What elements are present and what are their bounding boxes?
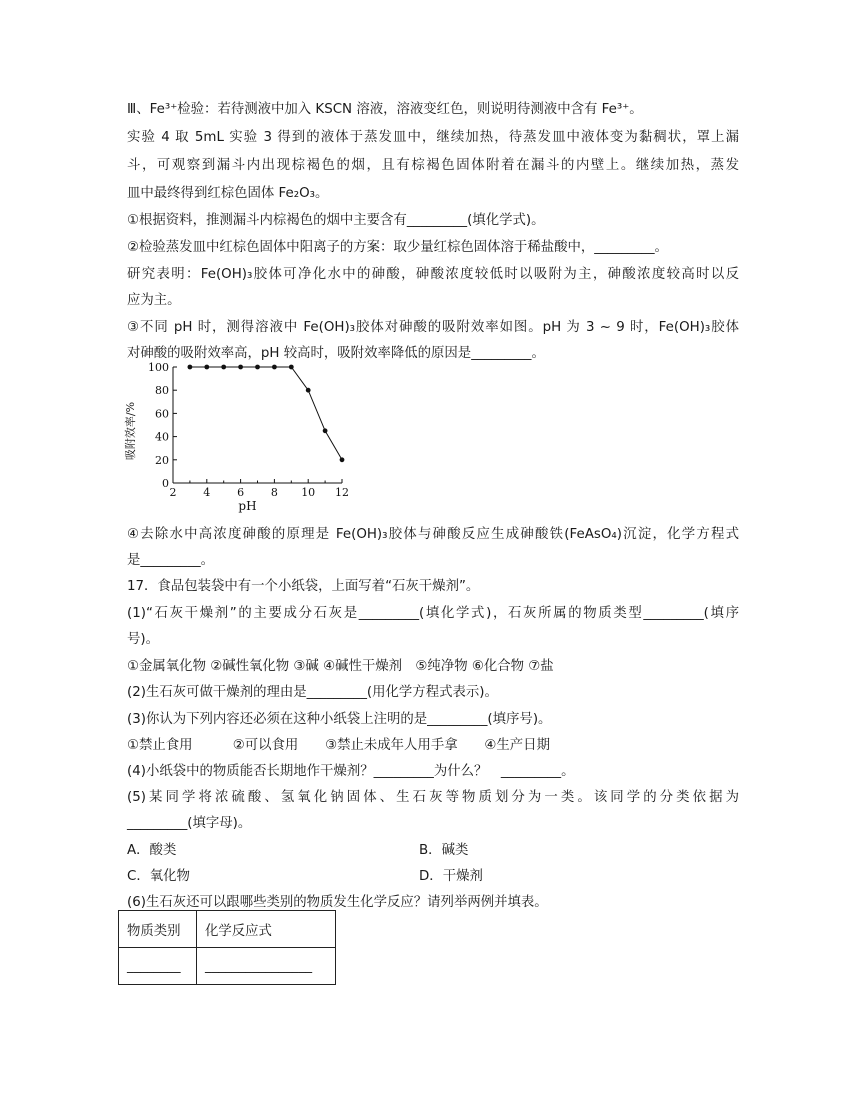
series-line xyxy=(190,367,342,460)
text-line-research-b: 应为主。 xyxy=(127,293,181,308)
answer-table xyxy=(118,910,336,985)
text-line-exp4-b: 斗，可观察到漏斗内出现棕褐色的烟，且有棕褐色固体附着在漏斗的内壁上。继续加热，蒸发 xyxy=(127,158,739,173)
x-tick-label: 4 xyxy=(203,486,211,499)
x-tick-label: 10 xyxy=(301,486,316,499)
question-17-2: (2)生石灰可做干燥剂的理由是_________(用化学方程式表示)。 xyxy=(127,685,498,700)
data-point xyxy=(272,365,277,370)
question-17-1-options: ①金属氧化物 ②碱性氧化物 ③碱 ④碱性干燥剂 ⑤纯净物 ⑥化合物 ⑦盐 xyxy=(127,659,554,674)
option-b: B．碱类 xyxy=(419,843,469,858)
option-d: D．干燥剂 xyxy=(419,869,483,884)
text-line-exp4-a: 实验 4 取 5mL 实验 3 得到的液体于蒸发皿中，继续加热，待蒸发皿中液体变为黏稠状，罩上漏 xyxy=(127,130,739,145)
y-tick-label: 40 xyxy=(155,430,169,444)
question-17-3: (3)你认为下列内容还必须在这种小纸袋上注明的是_________(填序号)。 xyxy=(127,712,552,727)
x-tick-label: 12 xyxy=(335,486,349,499)
question-4-a: ④去除水中高浓度砷酸的原理是 Fe(OH)₃胶体与砷酸反应生成砷酸铁(FeAsO₄)沉淀，化学方程式 xyxy=(127,527,739,542)
text-line-fe3-test: Ⅲ、Fe³⁺检验：若待测液中加入 KSCN 溶液，溶液变红色，则说明待测液中含有 Fe³⁺。 xyxy=(127,102,643,117)
question-3-a: ③不同 pH 时，测得溶液中 Fe(OH)₃胶体对砷酸的吸附效率如图。pH 为 3 ~ 9 时，Fe(OH)₃胶体 xyxy=(127,320,739,335)
table-header-equation: 化学反应式 xyxy=(197,911,336,948)
table-cell-equation-blank[interactable]: ________________ xyxy=(197,948,336,985)
data-point xyxy=(255,365,260,370)
question-1: ①根据资料，推测漏斗内棕褐色的烟中主要含有_________(填化学式)。 xyxy=(127,213,545,228)
option-a: A．酸类 xyxy=(127,843,177,858)
data-point xyxy=(289,365,294,370)
question-17-5-a: (5)某同学将浓硫酸、氢氧化钠固体、生石灰等物质划分为一类。该同学的分类依据为 xyxy=(127,790,739,805)
data-point xyxy=(188,365,193,370)
option-c: C．氧化物 xyxy=(127,869,190,884)
data-point xyxy=(221,365,226,370)
table-cell-category-blank[interactable]: ________ xyxy=(119,948,197,985)
data-point xyxy=(340,457,345,462)
y-tick-label: 20 xyxy=(155,453,169,467)
question-17-1-a: (1)“石灰干燥剂”的主要成分石灰是_________(填化学式)，石灰所属的物质类型_________(填序 xyxy=(127,606,739,621)
x-tick-label: 6 xyxy=(237,486,245,499)
question-2: ②检验蒸发皿中红棕色固体中阳离子的方案：取少量红棕色固体溶于稀盐酸中，_________。 xyxy=(127,240,668,255)
question-3-b: 对砷酸的吸附效率高，pH 较高时，吸附效率降低的原因是_________。 xyxy=(127,346,545,361)
x-tick-label: 2 xyxy=(169,486,177,499)
question-17-1-b: 号)。 xyxy=(127,632,160,647)
question-4-b: 是_________。 xyxy=(127,553,215,568)
x-tick-label: 8 xyxy=(270,486,278,499)
text-line-research-a: 研究表明：Fe(OH)₃胶体可净化水中的砷酸，砷酸浓度较低时以吸附为主，砷酸浓度较高时以反 xyxy=(127,267,739,282)
x-axis-label: pH xyxy=(238,499,257,513)
question-17-5-b: _________(填字母)。 xyxy=(127,816,252,831)
y-tick-label: 60 xyxy=(155,407,169,421)
question-17-4: (4)小纸袋中的物质能否长期地作干燥剂？_________为什么？ _________。 xyxy=(127,764,575,779)
data-point xyxy=(238,365,243,370)
y-tick-label: 0 xyxy=(162,477,169,490)
question-17-title: 17．食品包装袋中有一个小纸袋，上面写着“石灰干燥剂”。 xyxy=(127,579,480,594)
text-line-exp4-c: 皿中最终得到红棕色固体 Fe₂O₃。 xyxy=(127,186,329,201)
question-17-3-options: ①禁止食用 ②可以食用 ③禁止未成年人用手拿 ④生产日期 xyxy=(127,738,550,753)
y-tick-label: 80 xyxy=(155,384,169,398)
data-point xyxy=(306,388,311,393)
data-point xyxy=(204,365,209,370)
y-tick-label: 100 xyxy=(148,361,169,374)
data-point xyxy=(323,428,328,433)
table-header-row xyxy=(119,911,336,948)
question-17-6: (6)生石灰还可以跟哪些类别的物质发生化学反应？请列举两例并填表。 xyxy=(127,895,548,910)
y-axis-label: 吸附效率/% xyxy=(124,401,137,461)
table-header-category: 物质类别 xyxy=(119,911,197,948)
adsorption-chart xyxy=(120,357,360,517)
table-row xyxy=(119,948,336,985)
